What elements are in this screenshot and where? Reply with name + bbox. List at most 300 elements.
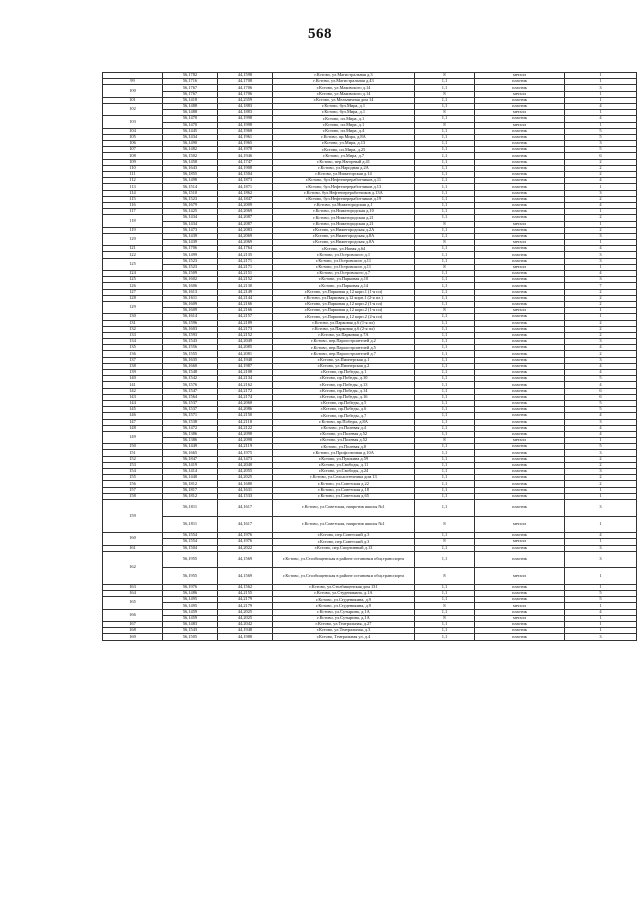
material-cell: металл (475, 539, 565, 545)
volume-cell: 1,1 (415, 301, 475, 307)
address-cell: г.Кстово, пер.Спортивный д.13 (273, 545, 415, 551)
longitude-cell: 44,1706 (218, 85, 273, 91)
count-cell: 2 (565, 351, 637, 357)
latitude-cell: 56,1593 (163, 332, 218, 338)
material-cell: пластик (475, 351, 565, 357)
volume-cell: 1,1 (415, 419, 475, 425)
row-number-cell: 112 (103, 178, 163, 184)
material-cell: металл (475, 308, 565, 314)
longitude-cell: 44,2122 (218, 425, 273, 431)
table-row (103, 568, 637, 585)
volume-cell: 1,1 (415, 444, 475, 450)
volume-cell: 8 (415, 221, 475, 227)
volume-cell: 1,1 (415, 450, 475, 456)
row-number-cell: 131 (103, 320, 163, 326)
longitude-cell: 44,1617 (218, 499, 273, 516)
volume-cell: 1,1 (415, 314, 475, 320)
longitude-cell: 44,1533 (218, 493, 273, 499)
row-number-cell: 161 (103, 545, 163, 551)
material-cell: металл (475, 615, 565, 621)
latitude-cell: 56,1470 (163, 116, 218, 122)
count-cell: 5 (565, 591, 637, 597)
volume-cell: 1,1 (415, 394, 475, 400)
material-cell: металл (475, 240, 565, 246)
container-sites-table (102, 72, 637, 641)
volume-cell: 1,1 (415, 134, 475, 140)
material-cell: пластик (475, 394, 565, 400)
volume-cell: 1,1 (415, 487, 475, 493)
count-cell: 3 (565, 450, 637, 456)
material-cell: пластик (475, 634, 565, 640)
address-cell: г.Кстово, ул.Студеникина, д.9 (273, 597, 415, 603)
latitude-cell: 56,1603 (163, 326, 218, 332)
row-number-cell: 133 (103, 332, 163, 338)
address-cell: г.Кстово, пр.Мира, д.8А (273, 134, 415, 140)
count-cell: 3 (565, 141, 637, 147)
material-cell: пластик (475, 128, 565, 134)
row-number-cell: 113 (103, 184, 163, 190)
longitude-cell: 44,2055 (218, 469, 273, 475)
latitude-cell: 56,1498 (163, 178, 218, 184)
latitude-cell: 56,1509 (163, 271, 218, 277)
volume-cell: 1,1 (415, 258, 475, 264)
address-cell: г.Кстово, ул.Островского д.11 (273, 258, 415, 264)
latitude-cell: 56,1596 (163, 320, 218, 326)
address-cell: г.Кстово, ул.Студеникина, д.1А (273, 591, 415, 597)
address-cell: г.Кстово, ул.Полевая д.8 (273, 444, 415, 450)
count-cell: 1 (565, 184, 637, 190)
longitude-cell: 44,1908 (218, 165, 273, 171)
address-cell: г.Кстово, ул.Магистральная д.43 (273, 79, 415, 85)
longitude-cell: 44,2359 (218, 97, 273, 103)
volume-cell: 1,1 (415, 233, 475, 239)
volume-cell: 1,1 (415, 339, 475, 345)
address-cell: г.Кстово, ул.Парковая д.12 корп.2 (2-я пл) (273, 314, 415, 320)
count-cell: 1 (565, 493, 637, 499)
longitude-cell: 44,1871 (218, 184, 273, 190)
address-cell: г.Кстово, ул.Народная д.2А (273, 165, 415, 171)
longitude-cell: 44,1680 (218, 481, 273, 487)
material-cell: пластик (475, 597, 565, 603)
volume-cell: 1,1 (415, 227, 475, 233)
volume-cell: 1,1 (415, 597, 475, 603)
count-cell: 5 (565, 128, 637, 134)
latitude-cell: 56,1514 (163, 184, 218, 190)
latitude-cell: 56,1459 (163, 609, 218, 615)
latitude-cell: 56,1419 (163, 462, 218, 468)
row-number-cell: 119 (103, 227, 163, 233)
row-number-cell: 136 (103, 351, 163, 357)
material-cell: пластик (475, 283, 565, 289)
count-cell: 3 (565, 258, 637, 264)
longitude-cell: 44,1987 (218, 363, 273, 369)
material-cell: пластик (475, 388, 565, 394)
latitude-cell: 56,1576 (163, 382, 218, 388)
count-cell: 1 (565, 91, 637, 97)
volume-cell: 1,1 (415, 159, 475, 165)
address-cell: г.Кстово, ул.Мира, д.7 (273, 153, 415, 159)
volume-cell: 1,1 (415, 202, 475, 208)
count-cell: 5 (565, 147, 637, 153)
material-cell: металл (475, 568, 565, 585)
material-cell: металл (475, 110, 565, 116)
volume-cell: 1,1 (415, 469, 475, 475)
material-cell: пластик (475, 462, 565, 468)
longitude-cell: 44,1883 (218, 110, 273, 116)
row-number-cell: 104 (103, 128, 163, 134)
latitude-cell: 56,1643 (163, 165, 218, 171)
material-cell: пластик (475, 184, 565, 190)
count-cell: 1 (565, 603, 637, 609)
latitude-cell: 56,1482 (163, 147, 218, 153)
volume-cell: 1,1 (415, 246, 475, 252)
count-cell: 4 (565, 425, 637, 431)
longitude-cell: 44,2149 (218, 289, 273, 295)
longitude-cell: 44,2087 (218, 215, 273, 221)
material-cell: пластик (475, 252, 565, 258)
latitude-cell: 56,1483 (163, 622, 218, 628)
latitude-cell: 56,1537 (163, 400, 218, 406)
longitude-cell: 44,2179 (218, 597, 273, 603)
latitude-cell: 56,1555 (163, 351, 218, 357)
count-cell: 2 (565, 196, 637, 202)
count-cell: 3 (565, 252, 637, 258)
latitude-cell: 56,1499 (163, 252, 218, 258)
address-cell: г.Кстово, ул.Профсоюзная д.10А (273, 450, 415, 456)
address-cell: г.Кстово, пер.Пароостроителей д.2 (273, 339, 415, 345)
address-cell: г.Кстово, пер.Пароостроителей д.5 (273, 345, 415, 351)
volume-cell: 1,1 (415, 97, 475, 103)
longitude-cell: 44,2108 (218, 370, 273, 376)
volume-cell: 1,1 (415, 634, 475, 640)
longitude-cell: 44,1975 (218, 450, 273, 456)
address-cell: г.Кстово, пер.Советский д.3 (273, 533, 415, 539)
longitude-cell: 44,2150 (218, 413, 273, 419)
page-number: 568 (308, 26, 332, 42)
row-number-cell: 130 (103, 314, 163, 320)
longitude-cell: 44,2098 (218, 438, 273, 444)
longitude-cell: 44,2189 (218, 320, 273, 326)
longitude-cell: 44,1988 (218, 634, 273, 640)
row-number-cell: 116 (103, 202, 163, 208)
volume-cell: 1,1 (415, 425, 475, 431)
material-cell: пластик (475, 469, 565, 475)
latitude-cell: 56,1613 (163, 289, 218, 295)
latitude-cell: 56,1386 (163, 431, 218, 437)
material-cell: пластик (475, 79, 565, 85)
material-cell: металл (475, 438, 565, 444)
address-cell: г.Кстово, пр.Победы, д.8А (273, 419, 415, 425)
address-cell: г.Кстово, пр.Победы, д.13 (273, 382, 415, 388)
latitude-cell: 56,1386 (163, 438, 218, 444)
count-cell: 3 (565, 499, 637, 516)
volume-cell: 1,1 (415, 628, 475, 634)
row-number-cell: 167 (103, 622, 163, 628)
material-cell: пластик (475, 295, 565, 301)
longitude-cell: 44,1569 (218, 568, 273, 585)
material-cell: пластик (475, 85, 565, 91)
longitude-cell: 44,2118 (218, 419, 273, 425)
volume-cell: 1,1 (415, 295, 475, 301)
address-cell: г.Кстово, Театральная ул. д.4 (273, 634, 415, 640)
address-cell: г.Кстово, ул.Студеникина, д.9 (273, 603, 415, 609)
material-cell: пластик (475, 363, 565, 369)
address-cell: г.Кстово, ул.Театральная, д.3 (273, 628, 415, 634)
latitude-cell: 56,1434 (163, 215, 218, 221)
material-cell: пластик (475, 419, 565, 425)
address-cell: г.Кстово, пр.Победы, д.14 (273, 388, 415, 394)
latitude-cell: 56,1542 (163, 376, 218, 382)
material-cell: пластик (475, 159, 565, 165)
row-number-cell: 117 (103, 209, 163, 215)
table-row (103, 516, 637, 533)
row-number-cell: 127 (103, 289, 163, 295)
latitude-cell: 56,1554 (163, 539, 218, 545)
volume-cell: 1,1 (415, 363, 475, 369)
material-cell: пластик (475, 202, 565, 208)
material-cell: пластик (475, 172, 565, 178)
latitude-cell: 56,1439 (163, 240, 218, 246)
material-cell: пластик (475, 450, 565, 456)
row-number-cell: 150 (103, 444, 163, 450)
latitude-cell: 56,1955 (163, 551, 218, 568)
latitude-cell: 56,1614 (163, 314, 218, 320)
latitude-cell: 56,1564 (163, 394, 218, 400)
row-number-cell: 159 (103, 499, 163, 532)
address-cell: г.Кстово, ул.Парковая д.14 (273, 283, 415, 289)
longitude-cell: 44,2087 (218, 221, 273, 227)
volume-cell: 1,1 (415, 400, 475, 406)
address-cell: г.Кстово, пл.Мира, д.25 (273, 147, 415, 153)
row-number-cell: 142 (103, 388, 163, 394)
count-cell: 4 (565, 533, 637, 539)
count-cell: 2 (565, 295, 637, 301)
material-cell: пластик (475, 493, 565, 499)
volume-cell: 8 (415, 91, 475, 97)
address-cell: г.Кстово, ул.Полевая д.4 (273, 425, 415, 431)
material-cell: пластик (475, 609, 565, 615)
latitude-cell: 56,1767 (163, 85, 218, 91)
material-cell: пластик (475, 628, 565, 634)
longitude-cell: 44,2151 (218, 271, 273, 277)
row-number-cell: 158 (103, 493, 163, 499)
longitude-cell: 44,2069 (218, 240, 273, 246)
address-cell: г.Кстово, ул.Островского д.7 (273, 271, 415, 277)
address-cell: г.Кстово, ул.Столбищенская дом 131 (273, 584, 415, 590)
latitude-cell: 56,1510 (163, 190, 218, 196)
longitude-cell: 44,2009 (218, 202, 273, 208)
longitude-cell: 44,1562 (218, 584, 273, 590)
latitude-cell: 56,1976 (163, 584, 218, 590)
row-number-cell: 155 (103, 475, 163, 481)
latitude-cell: 56,1523 (163, 264, 218, 270)
count-cell: 6 (565, 394, 637, 400)
address-cell: г.Кстово, ул.Советская д.18 (273, 487, 415, 493)
address-cell: г.Кстово, бул.Нефтепереработчиков д.11 (273, 178, 415, 184)
row-number-cell: 160 (103, 533, 163, 545)
material-cell: пластик (475, 499, 565, 516)
longitude-cell: 44,1617 (218, 516, 273, 533)
count-cell: 4 (565, 103, 637, 109)
row-number-cell: 148 (103, 425, 163, 431)
latitude-cell: 56,1434 (163, 134, 218, 140)
count-cell: 3 (565, 233, 637, 239)
material-cell: пластик (475, 271, 565, 277)
count-cell: 2 (565, 215, 637, 221)
longitude-cell: 44,2025 (218, 609, 273, 615)
address-cell: г.Кстово, ул.Советская, напротив школы №1 (273, 516, 415, 533)
material-cell: пластик (475, 178, 565, 184)
address-cell: г.Кстово, пр.Победы, д.1 (273, 370, 415, 376)
latitude-cell: 56,1472 (163, 425, 218, 431)
material-cell: пластик (475, 376, 565, 382)
longitude-cell: 44,1862 (218, 190, 273, 196)
row-number-cell: 140 (103, 376, 163, 382)
count-cell: 3 (565, 634, 637, 640)
material-cell: металл (475, 221, 565, 227)
latitude-cell: 56,1439 (163, 233, 218, 239)
material-cell: пластик (475, 425, 565, 431)
address-cell: г.Кстово, ул.Магистральная д.3 (273, 73, 415, 79)
count-cell: 7 (565, 283, 637, 289)
row-number-cell: 164 (103, 591, 163, 597)
longitude-cell: 44,2155 (218, 591, 273, 597)
count-cell: 3 (565, 85, 637, 91)
longitude-cell: 44,1747 (218, 159, 273, 165)
volume-cell: 8 (415, 539, 475, 545)
count-cell: 5 (565, 134, 637, 140)
address-cell: г.Кстово, ул.Парковая д.7А (273, 332, 415, 338)
longitude-cell: 44,2069 (218, 233, 273, 239)
longitude-cell: 44,1998 (218, 122, 273, 128)
address-cell: г.Кстово, пр.Победы, д.7 (273, 413, 415, 419)
volume-cell: 8 (415, 438, 475, 444)
volume-cell: 8 (415, 615, 475, 621)
latitude-cell: 56,1537 (163, 407, 218, 413)
count-cell: 5 (565, 444, 637, 450)
volume-cell: 8 (415, 308, 475, 314)
material-cell: металл (475, 91, 565, 97)
count-cell: 1 (565, 516, 637, 533)
material-cell: пластик (475, 116, 565, 122)
volume-cell: 1,1 (415, 215, 475, 221)
address-cell: г.Кстово, пл.Мира, д.1 (273, 122, 415, 128)
material-cell: пластик (475, 103, 565, 109)
address-cell: г.Кстово, ул.Маковского д.14 (273, 85, 415, 91)
longitude-cell: 44,1978 (218, 147, 273, 153)
count-cell: 2 (565, 475, 637, 481)
longitude-cell: 44,2171 (218, 258, 273, 264)
material-cell: пластик (475, 326, 565, 332)
row-number-cell: 134 (103, 339, 163, 345)
material-cell: пластик (475, 431, 565, 437)
address-cell: г.Кстово, ул.Советская д.22 (273, 481, 415, 487)
volume-cell: 1,1 (415, 178, 475, 184)
longitude-cell: 44,2144 (218, 295, 273, 301)
volume-cell: 1,1 (415, 85, 475, 91)
material-cell: пластик (475, 301, 565, 307)
volume-cell: 1,1 (415, 545, 475, 551)
longitude-cell: 44,1847 (218, 196, 273, 202)
address-cell: г.Кстово, ул.Нижегородская д.10 (273, 209, 415, 215)
volume-cell: 1,1 (415, 283, 475, 289)
count-cell: 2 (565, 289, 637, 295)
longitude-cell: 44,2081 (218, 351, 273, 357)
volume-cell: 8 (415, 73, 475, 79)
row-number-cell: 166 (103, 609, 163, 621)
address-cell: г.Кстово, ул.Островского д.11 (273, 264, 415, 270)
longitude-cell: 44,2025 (218, 475, 273, 481)
count-cell: 1 (565, 79, 637, 85)
volume-cell: 1,1 (415, 481, 475, 487)
material-cell: металл (475, 603, 565, 609)
latitude-cell: 56,1473 (163, 227, 218, 233)
address-cell: г.Кстово, ул.Островского д.1 (273, 252, 415, 258)
latitude-cell: 56,1571 (163, 413, 218, 419)
volume-cell: 1,1 (415, 184, 475, 190)
count-cell: 5 (565, 400, 637, 406)
material-cell: пластик (475, 153, 565, 159)
count-cell: 3 (565, 469, 637, 475)
longitude-cell: 44,1976 (218, 539, 273, 545)
longitude-cell: 44,2166 (218, 308, 273, 314)
volume-cell: 8 (415, 603, 475, 609)
volume-cell: 1,1 (415, 407, 475, 413)
count-cell: 4 (565, 370, 637, 376)
volume-cell: 1,1 (415, 370, 475, 376)
longitude-cell: 44,2069 (218, 209, 273, 215)
volume-cell: 1,1 (415, 172, 475, 178)
row-number-cell: 163 (103, 584, 163, 590)
address-cell: г.Кстово, ул.Нижегородская д.2А (273, 227, 415, 233)
count-cell: 2 (565, 227, 637, 233)
row-number-cell: 146 (103, 413, 163, 419)
material-cell: пластик (475, 196, 565, 202)
material-cell: пластик (475, 339, 565, 345)
count-cell: 3 (565, 190, 637, 196)
latitude-cell: 56,1440 (163, 475, 218, 481)
row-number-cell: 114 (103, 190, 163, 196)
longitude-cell: 44,1569 (218, 551, 273, 568)
volume-cell: 1,1 (415, 622, 475, 628)
address-cell: г.Кстово, ул.Парковая д.12 корп.2 (1-я пл) (273, 308, 415, 314)
address-cell: г.Кстово, ул.Парковая д.12 корп.2 (1-я пл) (273, 301, 415, 307)
longitude-cell: 44,1706 (218, 91, 273, 97)
count-cell: 1 (565, 487, 637, 493)
volume-cell: 1,1 (415, 456, 475, 462)
longitude-cell: 44,2157 (218, 314, 273, 320)
address-cell: г.Кстово, ул.Нижегорская д.14 (273, 172, 415, 178)
latitude-cell: 56,1445 (163, 128, 218, 134)
address-cell: г.Кстово, ул.Сельхозтехника дом 13 (273, 475, 415, 481)
material-cell: пластик (475, 141, 565, 147)
longitude-cell: 44,1764 (218, 246, 273, 252)
address-cell: г.Кстово, ул.Парковая д.6 (1-я пл) (273, 320, 415, 326)
address-cell: г.Кстово, ул.Парковая д.6 (2-я пл) (273, 326, 415, 332)
material-cell: пластик (475, 258, 565, 264)
longitude-cell: 44,2068 (218, 400, 273, 406)
material-cell: металл (475, 122, 565, 128)
latitude-cell: 56,1660 (163, 363, 218, 369)
count-cell: 4 (565, 246, 637, 252)
row-number-cell: 154 (103, 469, 163, 475)
address-cell: г.Кстово, ул.Нижегородская д.21 (273, 221, 415, 227)
latitude-cell: 56,1609 (163, 301, 218, 307)
longitude-cell: 44,2173 (218, 326, 273, 332)
longitude-cell: 44,2022 (218, 545, 273, 551)
longitude-cell: 44,1968 (218, 128, 273, 134)
latitude-cell: 56,1458 (163, 159, 218, 165)
